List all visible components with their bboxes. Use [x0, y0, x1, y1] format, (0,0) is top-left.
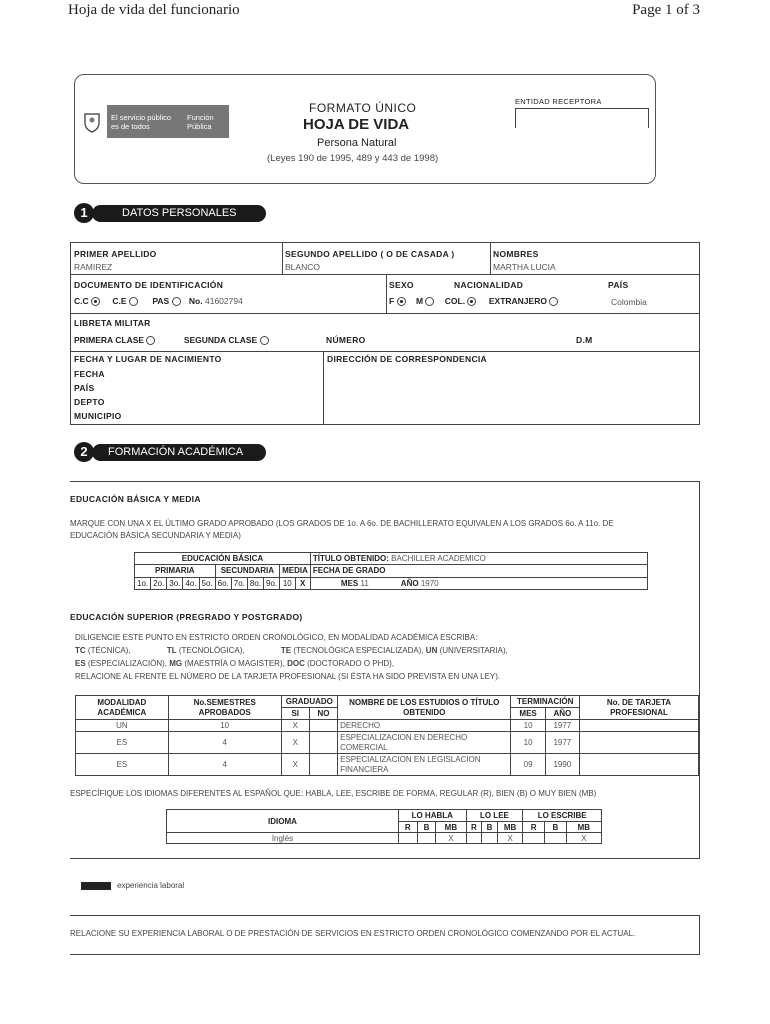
- form-subtitle: Persona Natural: [317, 137, 397, 149]
- writes-header: LO ESCRIBE: [523, 810, 602, 822]
- section-3-label: experiencia laboral: [117, 881, 185, 890]
- experience-instruction: RELACIONE SU EXPERIENCIA LABORAL O DE PRESTACIÓN DE SERVICIOS EN ESTRICTO ORDEN CRONOLÓGICO COMENZANDO POR EL ACTUAL.: [70, 929, 636, 938]
- grade-cell-4[interactable]: 4o.: [183, 577, 199, 589]
- sex-nationality-row: [389, 296, 558, 306]
- higher-instruction-2: TC (TÉCNICA), TL (TECNOLÓGICA), TE (TECNOLÓGICA ESPECIALIZADA), UN (UNIVERSITARIA),: [75, 646, 508, 655]
- languages-instruction: ESPECÍFIQUE LOS IDIOMAS DIFERENTES AL ESPAÑOL QUE: HABLA, LEE, ESCRIBE DE FORMA, REGULAR (R), BIEN (B) O MUY BIEN (MB): [70, 789, 597, 798]
- ce-radio[interactable]: [129, 297, 138, 306]
- table-row-2-no[interactable]: [309, 732, 337, 754]
- graduation-date-label: FECHA DE GRADO: [310, 565, 647, 577]
- section-1-header: [74, 203, 266, 223]
- reads-header: LO LEE: [466, 810, 523, 822]
- language-escribe-cell[interactable]: [523, 833, 545, 844]
- grade-cell-11[interactable]: X: [295, 577, 310, 589]
- table-row-2-yes[interactable]: X: [281, 732, 309, 754]
- sex-f-radio[interactable]: [397, 297, 406, 306]
- level-header-writes-b: B: [545, 822, 567, 833]
- study-name-header: NOMBRE DE LOS ESTUDIOS O TÍTULO OBTENIDO: [338, 696, 511, 720]
- names-label: NOMBRES: [493, 249, 539, 259]
- id-number-value[interactable]: 41602794: [205, 296, 243, 306]
- title-obtained-cell: TÍTULO OBTENIDO: BACHILLER ACADEMICO: [310, 553, 487, 565]
- primary-header: PRIMARIA: [135, 565, 216, 577]
- table-row-1-no[interactable]: [309, 720, 337, 732]
- address-label: DIRECCIÓN DE CORRESPONDENCIA: [327, 354, 487, 364]
- entity-label: ENTIDAD RECEPTORA: [515, 97, 602, 106]
- birth-date-label: FECHA: [74, 369, 105, 379]
- table-row-2-year[interactable]: 1977: [545, 732, 579, 754]
- level-header-reads-mb: MB: [497, 822, 522, 833]
- section-1-number: 1: [74, 203, 94, 223]
- page-number: Page 1 of 3: [632, 2, 700, 18]
- table-row-3-yes[interactable]: X: [281, 754, 309, 776]
- language-lee-cell[interactable]: [466, 833, 482, 844]
- semesters-header: No.SEMESTRES APROBADOS: [168, 696, 281, 720]
- sex-m-radio[interactable]: [425, 297, 434, 306]
- pas-label: PAS: [152, 296, 170, 306]
- second-surname-value[interactable]: BLANCO: [285, 262, 320, 272]
- grade-cell-5[interactable]: 5o.: [199, 577, 215, 589]
- first-class-radio[interactable]: [146, 336, 155, 345]
- sex-m-label: M: [415, 296, 424, 306]
- sex-label: SEXO: [389, 280, 414, 290]
- table-row-1-card[interactable]: [579, 720, 698, 732]
- academic-box: [70, 481, 700, 859]
- second-class-label: SEGUNDA CLASE: [183, 335, 258, 345]
- basic-education-table: [134, 552, 648, 590]
- language-habla-cell[interactable]: [399, 833, 418, 844]
- languages-table: [166, 809, 602, 844]
- page-header-title: Hoja de vida del funcionario: [68, 2, 240, 18]
- table-row-3-modality[interactable]: ES: [76, 754, 169, 776]
- nat-ext-label: EXTRANJERO: [488, 296, 547, 306]
- level-header-reads-r: R: [466, 822, 482, 833]
- section-2-header: [74, 442, 266, 462]
- grade-cell-6[interactable]: 6o.: [215, 577, 231, 589]
- table-row-1-month[interactable]: 10: [511, 720, 545, 732]
- country-label: PAÍS: [608, 280, 629, 290]
- card-number-header: No. DE TARJETA PROFESIONAL: [579, 696, 698, 720]
- first-surname-value[interactable]: RAMIREZ: [74, 262, 113, 272]
- country-value[interactable]: Colombia: [611, 297, 647, 307]
- language-escribe-cell[interactable]: X: [566, 833, 601, 844]
- grade-cell-1[interactable]: 1o.: [135, 577, 151, 589]
- year-label: AÑO: [400, 578, 419, 588]
- form-main-title: HOJA DE VIDA: [303, 116, 410, 133]
- table-row-2-semesters[interactable]: 4: [168, 732, 281, 754]
- nat-col-radio[interactable]: [467, 297, 476, 306]
- table-row-3-semesters[interactable]: 4: [168, 754, 281, 776]
- first-class-label: PRIMERA CLASE: [74, 335, 145, 345]
- grade-cell-7[interactable]: 7o.: [231, 577, 247, 589]
- year-value[interactable]: 1970: [420, 578, 439, 588]
- grade-cell-8[interactable]: 8o.: [247, 577, 263, 589]
- language-habla-cell[interactable]: X: [436, 833, 466, 844]
- graduation-date-cell: [310, 577, 647, 589]
- grade-cell-3[interactable]: 3o.: [167, 577, 183, 589]
- month-value[interactable]: 11: [360, 578, 369, 588]
- completion-header: TERMINACIÓN: [511, 696, 580, 708]
- higher-education-table: [75, 695, 699, 776]
- language-lee-cell[interactable]: [482, 833, 498, 844]
- grade-cell-9[interactable]: 9o.: [264, 577, 280, 589]
- table-row-1-semesters[interactable]: 10: [168, 720, 281, 732]
- id-number-label: No.: [188, 296, 203, 306]
- logo-text-2: Función Pública: [187, 112, 214, 131]
- ce-label: C.E: [112, 296, 127, 306]
- coat-of-arms-icon: [77, 105, 107, 138]
- table-row-1-yes[interactable]: X: [281, 720, 309, 732]
- logo-text: El servicio público es de todos: [111, 112, 172, 131]
- nat-col-label: COL.: [444, 296, 466, 306]
- id-type-row: [74, 296, 243, 306]
- speaks-header: LO HABLA: [399, 810, 467, 822]
- dm-label: D.M: [576, 335, 593, 345]
- table-row-3-study[interactable]: ESPECIALIZACION EN LEGISLACION FINANCIERA: [338, 754, 511, 776]
- sex-f-label: F: [389, 296, 395, 306]
- secondary-header: SECUNDARIA: [215, 565, 280, 577]
- title-obtained-value[interactable]: BACHILLER ACADEMICO: [391, 554, 486, 564]
- completion-month-header: MES: [511, 708, 545, 720]
- table-row-2-modality[interactable]: ES: [76, 732, 169, 754]
- month-label: MES: [340, 578, 359, 588]
- id-document-label: DOCUMENTO DE IDENTIFICACIÓN: [74, 280, 224, 290]
- table-row-2-study[interactable]: ESPECIALIZACION EN DERECHO COMERCIAL: [338, 732, 511, 754]
- second-surname-label: SEGUNDO APELLIDO ( O DE CASADA ): [285, 249, 455, 259]
- form-banner: [74, 74, 656, 184]
- military-number-label: NÚMERO: [326, 335, 366, 345]
- first-surname-label: PRIMER APELLIDO: [74, 249, 157, 259]
- birth-dept-label: DEPTO: [74, 397, 105, 407]
- birth-country-label: PAÍS: [74, 383, 95, 393]
- laws-reference: (Leyes 190 de 1995, 489 y 443 de 1998): [267, 153, 439, 164]
- table-row-3-no[interactable]: [309, 754, 337, 776]
- graduated-header: GRADUADO: [281, 696, 337, 708]
- section-3-icon: [81, 882, 111, 890]
- entity-field[interactable]: [515, 108, 649, 128]
- cc-radio[interactable]: [91, 297, 100, 306]
- grade-cell-10[interactable]: 10: [280, 577, 295, 589]
- level-header-speaks-mb: MB: [436, 822, 466, 833]
- language-name[interactable]: Inglés: [167, 833, 399, 844]
- language-escribe-cell[interactable]: [545, 833, 567, 844]
- grade-cell-2[interactable]: 2o.: [151, 577, 167, 589]
- higher-instruction-4: RELACIONE AL FRENTE EL NÚMERO DE LA TARJETA PROFESIONAL (SI ÉSTA HA SIDO PREVISTA EN UNA LEY).: [75, 672, 501, 681]
- military-card-label: LIBRETA MILITAR: [74, 318, 151, 328]
- section-1-title: DATOS PERSONALES: [122, 207, 237, 219]
- second-class-radio[interactable]: [260, 336, 269, 345]
- section-2-title: FORMACIÓN ACADÉMICA: [108, 446, 244, 458]
- table-row-1-modality[interactable]: UN: [76, 720, 169, 732]
- basic-edu-header: EDUCACIÓN BÁSICA: [135, 553, 311, 565]
- level-header-writes-r: R: [523, 822, 545, 833]
- language-header: IDIOMA: [167, 810, 399, 833]
- completion-year-header: AÑO: [545, 708, 579, 720]
- section-2-number: 2: [74, 442, 94, 462]
- military-class-row: [74, 335, 269, 345]
- table-row-3-year[interactable]: 1990: [545, 754, 579, 776]
- basic-education-title: EDUCACIÓN BÁSICA Y MEDIA: [70, 494, 201, 504]
- higher-education-title: EDUCACIÓN SUPERIOR (PREGRADO Y POSTGRADO): [70, 612, 303, 622]
- table-row-2-card[interactable]: [579, 732, 698, 754]
- higher-instruction-3: ES (ESPECIALIZACIÓN), MG (MAESTRÍA O MAGISTER), DOC (DOCTORADO O PHD),: [75, 659, 395, 668]
- personal-data-box: [70, 242, 700, 425]
- table-row-1-year[interactable]: 1977: [545, 720, 579, 732]
- basic-instruction-1: MARQUE CON UNA X EL ÚLTIMO GRADO APROBADO (LOS GRADOS DE 1o. A 6o. DE BACHILLERATO EQUIVALEN A LOS GRADOS 6o. A 11o. DE: [70, 519, 614, 528]
- language-lee-cell[interactable]: X: [497, 833, 522, 844]
- format-line: FORMATO ÚNICO: [309, 101, 417, 115]
- graduated-yes-header: SI: [281, 708, 309, 720]
- media-header: MEDIA: [280, 565, 311, 577]
- names-value[interactable]: MARTHA LUCIA: [493, 262, 556, 272]
- level-header-reads-b: B: [482, 822, 498, 833]
- level-header-writes-mb: MB: [566, 822, 601, 833]
- higher-instruction-1: DILIGENCIE ESTE PUNTO EN ESTRICTO ORDEN CRONOLÓGICO, EN MODALIDAD ACADÉMICA ESCRIBA:: [75, 633, 478, 642]
- level-header-speaks-b: B: [417, 822, 436, 833]
- nationality-label: NACIONALIDAD: [454, 280, 524, 290]
- birth-label: FECHA Y LUGAR DE NACIMIENTO: [74, 354, 222, 364]
- birth-municipality-label: MUNICIPIO: [74, 411, 122, 421]
- basic-instruction-2: EDUCACIÓN BÁSICA SECUNDARIA Y MEDIA): [70, 531, 241, 540]
- cc-label: C.C: [74, 296, 89, 306]
- logo-block: [77, 105, 229, 138]
- table-row-2-month[interactable]: 10: [511, 732, 545, 754]
- modality-header: MODALIDAD ACADÉMICA: [76, 696, 169, 720]
- pas-radio[interactable]: [172, 297, 181, 306]
- nat-ext-radio[interactable]: [549, 297, 558, 306]
- level-header-speaks-r: R: [399, 822, 418, 833]
- graduated-no-header: NO: [309, 708, 337, 720]
- language-habla-cell[interactable]: [417, 833, 436, 844]
- table-row-1-study[interactable]: DERECHO: [338, 720, 511, 732]
- table-row-3-card[interactable]: [579, 754, 698, 776]
- table-row-3-month[interactable]: 09: [511, 754, 545, 776]
